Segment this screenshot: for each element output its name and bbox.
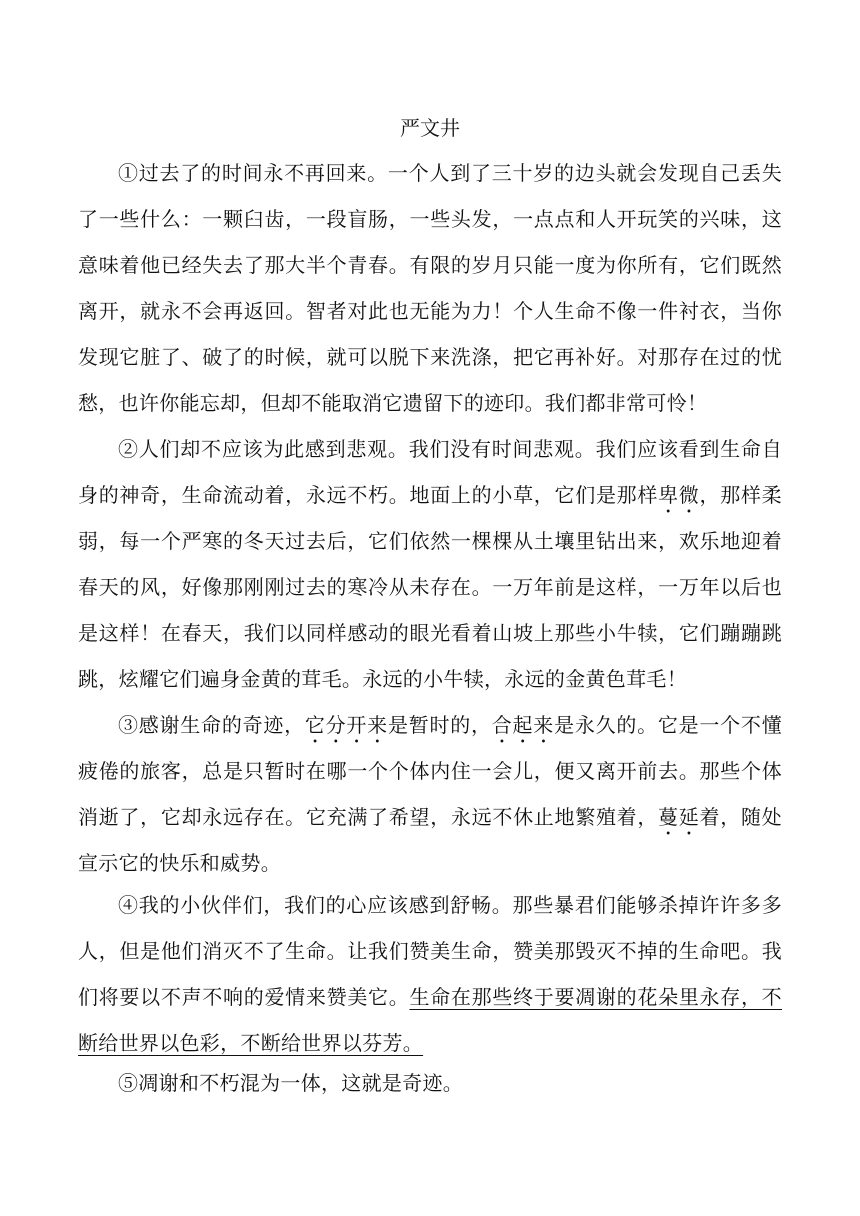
emphasized-word-manyan: 蔓延	[658, 805, 700, 829]
paragraph-2	[78, 426, 782, 702]
paragraph-4-text-before: ④我的小伙伴们，我们的心应该感到舒畅。那些暴君们能够杀掉许许多多人，但是他们消灭不了生命。让我们赞美生命，赞美那毁灭不掉的生命吧。我们将要以不声不响的爱情来赞美它。	[78, 893, 782, 1009]
paragraph-1	[78, 150, 782, 426]
paragraph-3	[78, 702, 782, 886]
paragraph-3-text-middle-2: 是永久的。它是一个不懂疲倦的旅客，总是只暂时在哪一个个体内住一会儿，便又离开前去。那些个体消逝了，它却永远存在。它充满了希望，永远不休止地繁殖着，	[78, 713, 782, 829]
emphasized-word-beiwei: 卑微	[658, 483, 700, 507]
paragraph-5-text: ⑤凋谢和不朽混为一体，这就是奇迹。	[118, 1071, 464, 1095]
emphasized-phrase-heqilai: 合起来	[491, 713, 555, 737]
paragraph-4	[78, 882, 782, 1066]
paragraph-3-text-before: ③感谢生命的奇迹，	[118, 713, 305, 737]
paragraph-2-text-after: ，那样柔弱，每一个严寒的冬天过去后，它们依然一棵棵从土壤里钻出来，欢乐地迎着春天的风，好像那刚刚过去的寒冷从未存在。一万年前是这样，一万年以后也是这样！在春天，我们以同样感动的眼光看着山坡上那些小牛犊，它们蹦蹦跳跳，炫耀它们遍身金黄的茸毛。永远的小牛犊，永远的金黄色茸毛！	[78, 483, 782, 691]
underlined-sentence: 生命在那些终于要凋谢的花朵里永存，不断给世界以色彩，不断给世界以芬芳。	[78, 985, 782, 1055]
emphasized-phrase-fenkailai: 它分开来	[304, 713, 388, 737]
paragraph-1-text: ①过去了的时间永不再回来。一个人到了三十岁的边头就会发现自己丢失了一些什么：一颗臼齿，一段盲肠，一些头发，一点点和人开玩笑的兴味，这意味着他已经失去了那大半个青春。有限的岁月只能一度为你所有，它们既然离开，就永不会再返回。智者对此也无能为力！个人生命不像一件衬衣，当你发现它脏了、破了的时候，就可以脱下来洗涤，把它再补好。对那存在过的忧愁，也许你能忘却，但却不能取消它遗留下的迹印。我们都非常可怜！	[78, 161, 782, 415]
paragraph-5	[78, 1060, 782, 1106]
paragraph-3-text-middle-1: 是暂时的，	[387, 713, 492, 737]
paragraph-2-text-before: ②人们却不应该为此感到悲观。我们没有时间悲观。我们应该看到生命自身的神奇，生命流动着，永远不朽。地面上的小草，它们是那样	[78, 437, 782, 507]
paragraph-3-text-after: 着，随处宣示它的快乐和威势。	[78, 805, 782, 875]
author-name: 严文井	[400, 116, 460, 140]
